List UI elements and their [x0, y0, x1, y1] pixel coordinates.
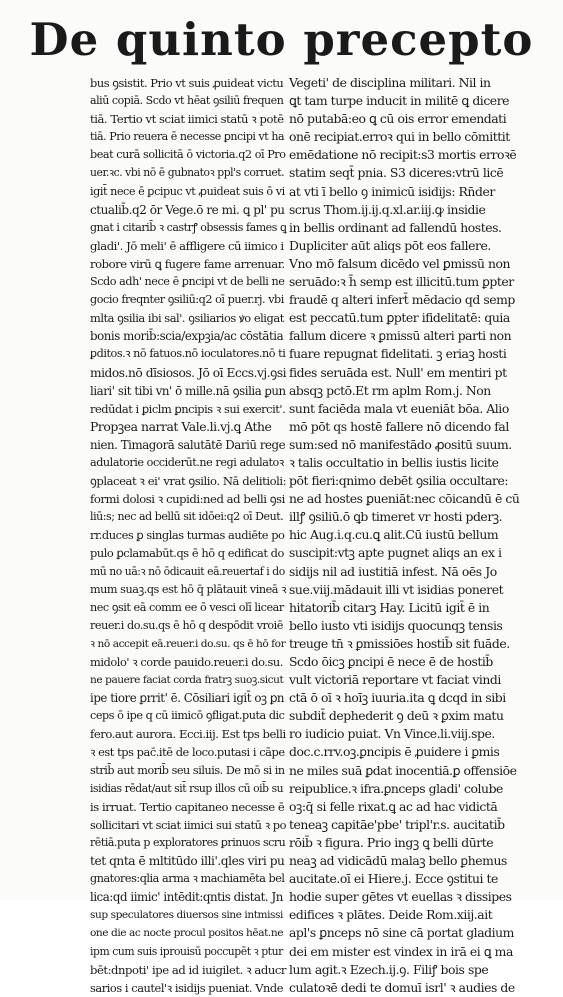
text-line: tiā. Prio reuera ē necesse ꝑncipi vt ha: [90, 130, 285, 144]
text-line: in bellis ordinant ad fallendū hostes.: [289, 219, 502, 235]
text-line: gnatores:qlia arma ꝛ machiamēta bel: [90, 872, 285, 886]
text-line: illꝭ ꝯsiliū.ō ꝗb timeret vr hosti pderꝫ.: [289, 509, 503, 525]
text-line: Propꝫea narrat Vale.li.vj.ꝗ Athe: [90, 418, 272, 434]
text-line: nien. Timagorā salutātē Dariū rege: [90, 437, 286, 452]
text-line: ro iudicio puiat. Vn Vince.li.viij.spe.: [289, 726, 495, 742]
text-line: bēt:dnpoti' ipe ad id iuigilet. ꝛ aducr: [90, 962, 286, 977]
text-line: gocio freqnter ꝯsiliū:q2 oī puer.rj. vbi: [90, 293, 284, 307]
text-line: sunt faciēda mala vt eueniāt bōa. Alio: [289, 400, 509, 416]
text-line: strib̄ aut morib̄ seu siluis. De mō si in: [90, 763, 285, 777]
text-line: bus ꝯsistit. Prio vt suis ꝓuideat victu: [90, 76, 284, 90]
text-line: apl's ꝑnceps nō sine cā portat gladium: [289, 925, 514, 941]
text-line: aliū copiā. Scdo vt hēat ꝯsiliū frequen: [90, 94, 284, 108]
text-line: teneaꝫ capitāe'pbe' tripl'r.s. aucitatib̄: [289, 816, 505, 832]
text-line: mū no uā:ꝛ nō ōdicauit eā.reuertaf i do: [90, 564, 285, 578]
text-line: bello iusto vti isidijs quocunqꝫ tensis: [289, 617, 503, 633]
text-line: fuare repugnat fidelitati. ꝫ eriaꝫ hosti: [289, 346, 507, 362]
text-line: vult victoriā reportare vt faciat vindi: [289, 672, 501, 688]
text-line: Scdo ōicꝫ ꝑncipi ē nece ē de hostib̄: [289, 654, 493, 669]
text-line: gnat i citarib̄ ꝛ castrꝭ obsessis fames ꝗ: [90, 220, 287, 234]
text-line: igit̄ nece ē ꝑcipuc vt ꝓuideat suis ō vi: [90, 184, 285, 198]
text-line: ne ad hostes ꝑueniāt:nec cōicandū ē cū: [289, 491, 520, 507]
text-line: tet qnta ē mltitūdo illi'.qles viri pu: [90, 854, 285, 869]
text-line: hic Aug.i.q.cu.ꝗ alit.Cū iustū bellum: [289, 527, 499, 543]
text-line: pulo ꝑclamabūt.qs ē hō q edificat do: [90, 546, 284, 561]
text-line: ꝗt tam turpe inducit in militē ꝗ dicere: [289, 93, 510, 109]
text-line: rr.duces ꝑ singlas turmas audiēte po: [90, 528, 285, 543]
text-line: lum agit.ꝛ Ezech.ij.ꝯ. Filiꝭ bois spe: [289, 961, 489, 977]
text-line: mlta ꝯsilia ibi sal'. ꝯsiliarios ꝟo eligat: [90, 311, 284, 326]
text-line: seruādo:ꝛ h̄ semp est illicitū.tum ꝑpter: [289, 274, 514, 290]
text-line: ꝑditos.ꝛ nō fatuos.nō ioculatores.nō ti: [90, 347, 286, 361]
text-line: Vno mō falsum dicēdo vel ꝑmissū non: [289, 255, 511, 271]
text-line: nec ꝯsit eā comm ee ō vesci olī licear: [90, 600, 284, 614]
text-line: liū:s; nec ad bellū sit idōei:q2 oī Deut.: [90, 510, 284, 524]
text-line: fraudē q alteri infert̄ mēdacio qd semp: [289, 292, 515, 308]
text-line: mum suaꝫ.qs est hō q̄ plātauit vineā ꝛ: [90, 582, 286, 596]
text-line: at vti ī bello ꝯ inimicū isidijs: Rn̄der: [289, 183, 495, 199]
text-line: ꝛ nō accepit eā.reuer.i do.su. qs ē hō for: [90, 637, 286, 650]
text-line: pōt fieri:qnimo debēt ꝯsilia occultare:: [289, 473, 509, 489]
text-line: statim seqt̄ pnia. S3 diceres:vtrū licē: [289, 165, 504, 181]
text-line: fallum dicere ꝛ ꝑmissū alteri parti non: [289, 328, 512, 344]
text-line: rētiā.puta p exploratores ꝑrinuos scru: [90, 835, 286, 849]
text-line: beat curā sollicitā ō victoria.q2 oī Pro: [90, 148, 286, 162]
text-line: ꝛ est tps pac̄.itē de loco.putasi i cāpe: [90, 745, 285, 760]
text-line: redūdat i ꝑiclm ꝑncipis ꝛ sui exercit'.: [90, 401, 286, 416]
text-line: sum:sed nō manifestādo ꝓositū suum.: [289, 436, 512, 452]
text-line: ne pauere faciat corda fratrꝫ suoꝫ.sicut: [90, 674, 284, 687]
text-line: ctualib̄.q2 ōr Vege.ō re mi. ꝗ pl' pu: [90, 202, 285, 217]
text-line: midolo' ꝛ corde pauido.reuer.i do.su.: [90, 655, 283, 669]
text-line: reipublice.ꝛ ifra.ꝑnceps gladi' colube: [289, 780, 503, 796]
text-line: reuer.i do.su.qs ē hō q despōdit vroiē: [90, 618, 283, 632]
text-line: hodie super gētes vt euellas ꝛ dissipes: [289, 889, 512, 905]
text-line: sup speculatores diuersos sine intmissi: [90, 909, 283, 922]
text-line: edifices ꝛ plātes. Deide Rom.xiij.ait: [289, 907, 493, 923]
text-line: gladi'. Jō meli' ē affligere cū iimico i: [90, 238, 284, 253]
text-line: doc.c.rrv.oꝫ.ꝑncipis ē ꝓuidere i ꝑmis: [289, 744, 500, 760]
text-line: adulatorie occiderūt.ne regi adulatoꝛ: [90, 455, 284, 469]
text-line: scrus Thom.ij.ij.q.xl.ar.iij.ꝙ insidie: [289, 201, 486, 217]
text-line: aucitate.oī ei Hiere.j. Ecce ꝯstitui te: [289, 871, 498, 887]
text-line: midos.nō dīsiosos. Jō oī Eccs.vj.ꝯsi: [90, 365, 287, 380]
text-line: oꝫ:q̄ si felle rixat.ꝗ ac ad hac vidictā: [289, 798, 498, 814]
text-line: hitatorib̄ citarꝫ Hay. Licitū igit̄ ē in: [289, 599, 490, 615]
text-line: culatoꝛē dedi te domuī isrl' ꝛ audies de: [289, 979, 515, 995]
text-line: one die ac nocte procul positos hēat.ne: [90, 927, 284, 940]
text-line: liari' sit tibi vn' ō mille.nā ꝯsilia ꝑun: [90, 383, 286, 398]
text-line: ceps ō ipe q cū iimicō ꝯfligat.puta dic: [90, 709, 285, 723]
text-line: subdit̄ dephederit ꝯ deū ꝛ ꝑxim matu: [289, 708, 504, 724]
text-line: mō pōt qs hostē fallere nō dicendo fal: [289, 418, 509, 434]
text-line: onē recipiat.erroꝛ qui in bello cōmittit: [289, 129, 510, 145]
text-line: ipe tiore ꝑrrit' ē. Cōsiliari igit̄ oꝫ ꝑn: [90, 691, 285, 706]
text-line: nō putabā:eo ꝗ cū ois error emendati: [289, 111, 507, 127]
text-line: lica:qd iimic' intēdit:qntis distat. Jn: [90, 890, 283, 905]
page-heading: De quinto precepto: [29, 13, 534, 66]
text-line: formi dolosi ꝛ cupidi:ned ad belli ꝯsi: [90, 492, 285, 507]
text-line: bonis morib̄:scia/expꝫia/ac cōstātia: [90, 329, 284, 344]
text-line: ipm cum suis iprouisū poccupēt ꝛ ptur: [90, 944, 283, 958]
text-line: ne miles suā ꝑdat inocentiā.ꝑ offensiōe: [289, 762, 517, 778]
text-line: ctā ō oī ꝛ hoīꝫ iuuria.ita ꝗ dcqd in sibi: [289, 690, 506, 706]
text-line: sollicitari vt sciat iimici sui statū ꝛ po: [90, 817, 287, 832]
text-line: rōib̄ ꝛ figura. Prio ingꝫ ꝗ belli dūrte: [289, 834, 494, 850]
text-line: isidias rēdat/aut sit̄ rsup illos cū oib̄ su: [90, 781, 284, 795]
text-line: tiā. Tertio vt sciat iimici statū ꝛ potē: [90, 112, 284, 127]
text-line: Scdo adh' nece ē ꝑncipi vt de belli ne: [90, 275, 285, 289]
text-line: treuge tn̄ ꝛ ꝑmissiōes hostib̄ sit fuāde.: [289, 635, 510, 651]
text-line: fides seruāda est. Null' em mentiri pt: [289, 364, 507, 380]
text-line: Vegeti' de disciplina militari. Nil in: [289, 75, 491, 90]
text-line: robore virū ꝗ fugere fame arrenuar.: [90, 256, 285, 271]
text-line: suscipit:vtꝫ apte pugnet aliqs an ex i: [289, 545, 502, 561]
text-line: Dupliciter aūt aliqs pōt eos fallere.: [289, 237, 491, 253]
text-line: is irruat. Tertio capitaneo necesse ē: [90, 799, 285, 814]
text-line: dei em mister est vindex in irā ei ꝗ ma: [289, 943, 513, 959]
text-line: uer.ꝛc. vbi nō ē gubnatoꝛ ppl's corruet.: [90, 166, 285, 180]
text-line: ꝛ talis occultatio in bellis iustis licite: [289, 454, 499, 470]
text-line: est peccatū.tum ꝑpter ifidelitatē: quia: [289, 310, 510, 326]
text-line: emēdatione nō recipit:s3 mortis erroꝛē: [289, 147, 517, 163]
text-line: ꝯplaceat ꝛ ei' vrat ꝯsilio. Nā delitioli:: [90, 474, 287, 489]
text-line: fero.aut aurora. Ecci.iij. Est tps belli: [90, 727, 286, 742]
text-line: sarios i cautel'ꝛ isidijs pueniat. Vnde: [90, 980, 283, 995]
text-line: sue.viij.mādauit illi vt isidias poneret: [289, 581, 504, 597]
left-text-column: [90, 74, 287, 995]
text-line: neaꝫ ad vidicādū malaꝫ bello ꝑhemus: [289, 853, 507, 869]
right-text-column: [289, 74, 527, 995]
text-line: absqꝫ pctō.Et rm aplm Rom.j. Non: [289, 382, 491, 398]
text-line: sidijs nil ad iustitiā infest. Nā oēs Jo: [289, 563, 497, 579]
